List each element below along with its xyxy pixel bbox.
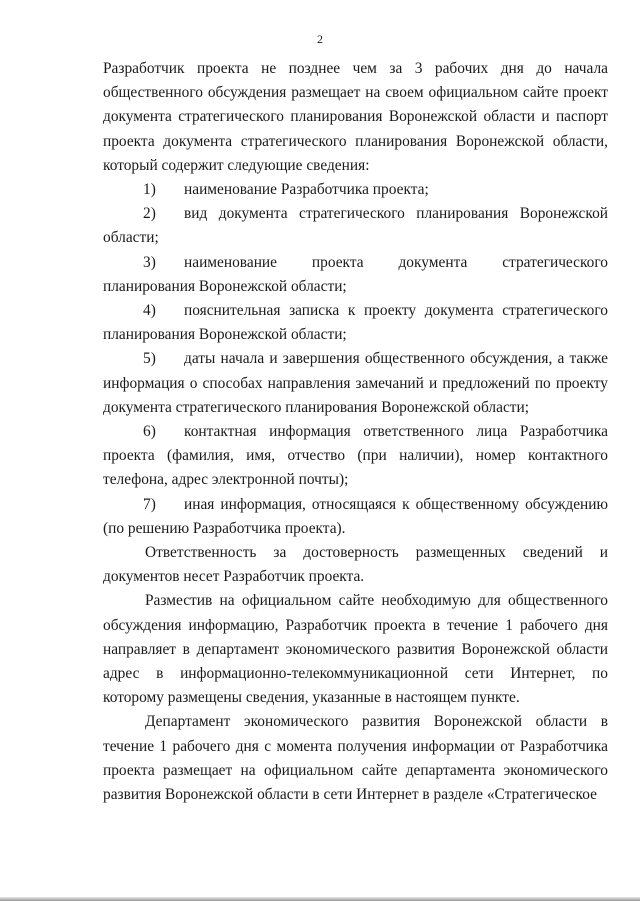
list-item-text: контактная информация ответственного лица Разработчика проекта (фамилия, имя, отчество (при наличии), номер контактного телефона, адрес электронной почты); — [103, 423, 608, 489]
list-item — [103, 420, 608, 493]
list-item-number: 6) — [143, 423, 156, 441]
list-item — [103, 178, 608, 202]
list-item-number: 7) — [143, 495, 156, 513]
list-item-text: иная информация, относящаяся к общественному обсуждению (по решению Разработчика проекта). — [103, 495, 608, 537]
scan-edge-divider — [0, 897, 640, 901]
responsibility-paragraph: Ответственность за достоверность размещенных сведений и документов несет Разработчик проекта. — [103, 544, 608, 586]
list-item-text: пояснительная записка к проекту документа стратегического планирования Воронежской области; — [103, 302, 608, 344]
list-item — [103, 347, 608, 420]
list-item — [103, 493, 608, 541]
list-item — [103, 202, 608, 250]
list-item-text: даты начала и завершения общественного обсуждения, а также информация о способах направления замечаний и предложений по проекту документа стратегического планирования Воронежской области; — [103, 350, 608, 416]
info-list — [103, 178, 608, 541]
list-item-number: 4) — [143, 302, 156, 320]
placement-paragraph: Разместив на официальном сайте необходимую для общественного обсуждения информацию, Разработчик проекта в течение 1 рабочего дня направляет в департамент экономического развития Воронежской области адрес в информационно-телекоммуникационной сети Интернет, по которому размещены сведения, указанные в настоящем пункте. — [103, 592, 608, 707]
list-item-number: 1) — [143, 181, 156, 199]
intro-paragraph: Разработчик проекта не позднее чем за 3 рабочих дня до начала общественного обсуждения размещает на своем официальном сайте проект документа стратегического планирования Воронежской области и паспорт проекта документа стратегического планирования Воронежской области, который содержит следующие сведения: — [103, 60, 608, 174]
page-number: 2 — [317, 32, 323, 46]
list-item — [103, 299, 608, 347]
list-item-text: наименование проекта документа стратегического планирования Воронежской области; — [103, 253, 608, 295]
list-item-number: 5) — [143, 350, 156, 368]
list-item-number: 2) — [143, 205, 156, 223]
document-body — [103, 57, 608, 807]
list-item-number: 3) — [143, 253, 156, 271]
list-item-text: наименование Разработчика проекта; — [184, 181, 429, 199]
list-item-text: вид документа стратегического планирования Воронежской области; — [103, 205, 608, 247]
list-item — [103, 251, 608, 299]
department-paragraph: Департамент экономического развития Воронежской области в течение 1 рабочего дня с момента получения информации от Разработчика проекта размещает на официальном сайте департамента экономического развития Воронежской области в сети Интернет в разделе «Стратегическое — [103, 713, 608, 804]
